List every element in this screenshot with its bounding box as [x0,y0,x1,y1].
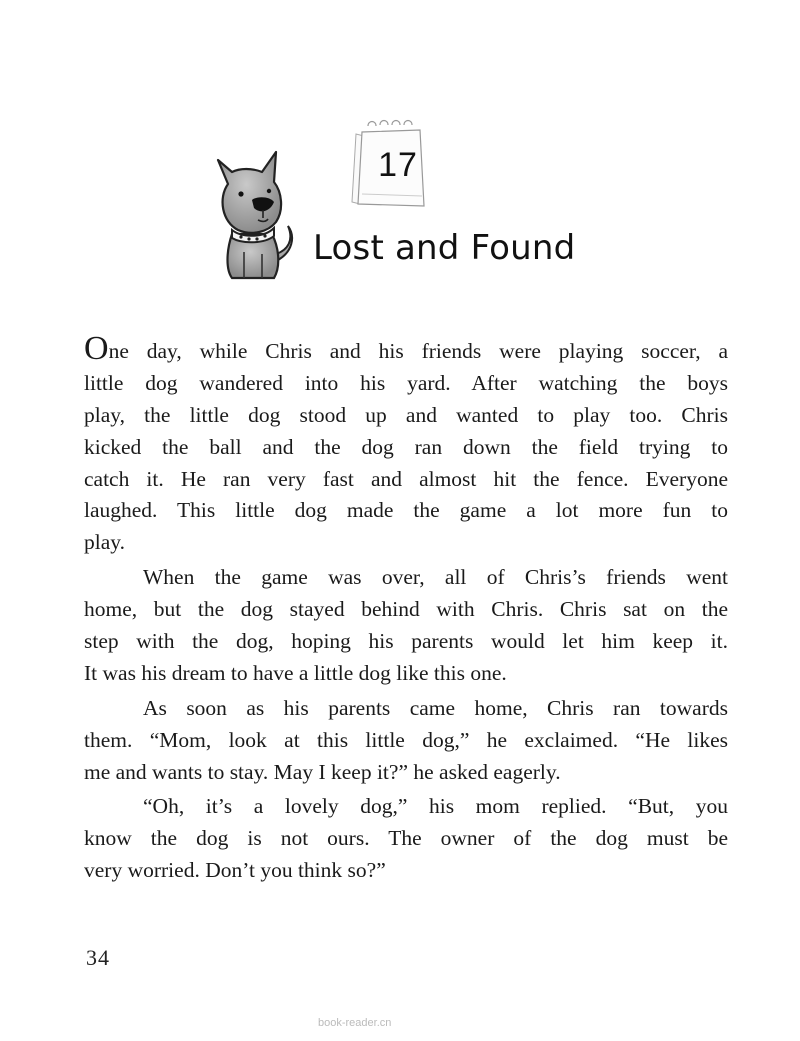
text-line: “Oh, it’s a lovely dog,” his mom replied. “But, you [143,794,728,819]
text-line: catch it. He ran very fast and almost hit the fence. Everyone [84,466,728,491]
paragraph-3 [84,693,728,789]
text-line: kicked the ball and the dog ran down the field trying to [84,434,728,459]
calendar-icon [348,112,433,212]
chapter-title: Lost and Found [313,228,576,268]
text-line: know the dog is not ours. The owner of the dog must be [84,826,728,851]
paragraph-1 [84,330,728,559]
text-line: home, but the dog stayed behind with Chris. Chris sat on the [84,597,728,622]
watermark: book-reader.cn [318,1017,392,1029]
text-line: play, the little dog stood up and wanted to play too. Chris [84,402,728,427]
text-line: them. “Mom, look at this little dog,” he exclaimed. “He likes [84,727,728,752]
text-line: When the game was over, all of Chris’s friends went [143,565,728,590]
chapter-body [84,330,728,887]
text-line: me and wants to stay. May I keep it?” he asked eagerly. [84,759,561,784]
page-number: 34 [86,945,110,970]
chapter-header [200,112,600,292]
text-line: very worried. Don’t you think so?” [84,858,386,883]
drop-cap: O [84,330,109,367]
chapter-number: 17 [378,146,418,184]
paragraph-4 [84,791,728,887]
text-line: step with the dog, hoping his parents would let him keep it. [84,629,728,654]
text-line: As soon as his parents came home, Chris ran towards [143,695,728,720]
paragraph-2 [84,562,728,690]
dog-illustration-icon [208,142,298,282]
text-line: little dog wandered into his yard. After watching the boys [84,370,728,395]
text-line: It was his dream to have a little dog like this one. [84,660,507,685]
text-line: laughed. This little dog made the game a lot more fun to [84,498,728,523]
text-line: One day, while Chris and his friends were playing soccer, a [84,330,728,367]
text-line: play. [84,530,125,555]
